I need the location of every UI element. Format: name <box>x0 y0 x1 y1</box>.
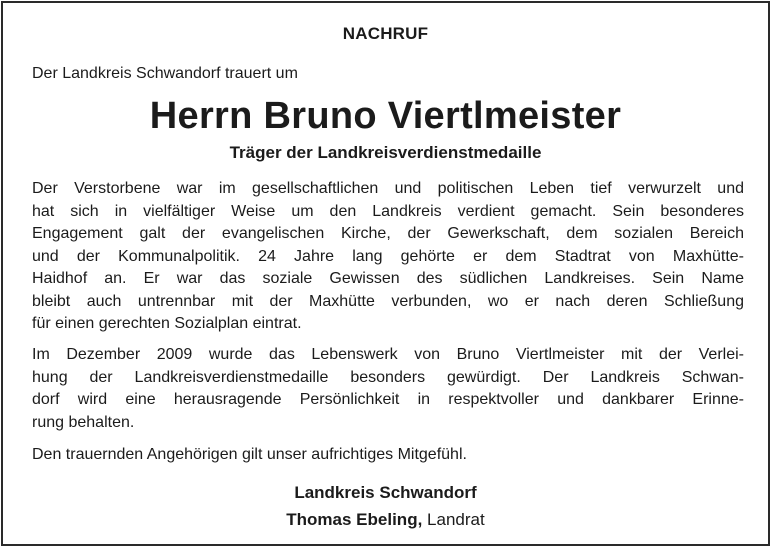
signature-person <box>3 508 768 532</box>
intro-line: Der Landkreis Schwandorf trauert um <box>32 65 298 82</box>
signature-organization: Landkreis Schwandorf <box>294 483 477 502</box>
signature-person-name: Thomas Ebeling, <box>286 510 423 529</box>
deceased-name: Herrn Bruno Viertlmeister <box>149 95 622 137</box>
paragraph-honor <box>32 344 744 434</box>
text-line: Engagement galt der evangelischen Kirche, der Gewerkschaft, dem sozialen Bereich <box>32 225 744 242</box>
text-line: dorf wird eine herausragende Persönlichkeit in respektvoller und dankbarer Erinne- <box>32 391 744 408</box>
text-line: Den trauernden Angehörigen gilt unser aufrichtiges Mitgefühl. <box>32 446 467 463</box>
text-line: Im Dezember 2009 wurde das Lebenswerk von Bruno Viertlmeister mit der Verlei- <box>32 346 744 363</box>
text-line: hat sich in vielfältiger Weise um den Landkreis verdient gemacht. Sein besonderes <box>32 202 744 220</box>
paragraph-condolence <box>32 444 744 467</box>
obituary-notice <box>1 1 770 546</box>
text-line: und der Kommunalpolitik. 24 Jahre lang gehörte er dem Stadtrat von Maxhütte- <box>32 247 744 265</box>
notice-heading: NACHRUF <box>342 24 429 43</box>
honor-subtitle: Träger der Landkreisverdienstmedaille <box>229 143 542 162</box>
text-line: Haidhof an. Er war das soziale Gewissen des südlichen Landkreises. Sein Name <box>32 270 744 287</box>
paragraph-biography <box>32 178 744 336</box>
signature-person-title: Landrat <box>427 510 485 529</box>
text-line: hung der Landkreisverdienstmedaille besonders gewürdigt. Der Landkreis Schwan- <box>32 368 744 386</box>
text-line: bleibt auch untrennbar mit der Maxhütte verbunden, wo er nach deren Schließung <box>32 292 744 310</box>
text-line: rung behalten. <box>32 413 135 431</box>
text-line: für einen gerechten Sozialplan eintrat. <box>32 315 302 332</box>
text-line: Der Verstorbene war im gesellschaftlichen und politischen Leben tief verwurzelt und <box>32 180 744 197</box>
